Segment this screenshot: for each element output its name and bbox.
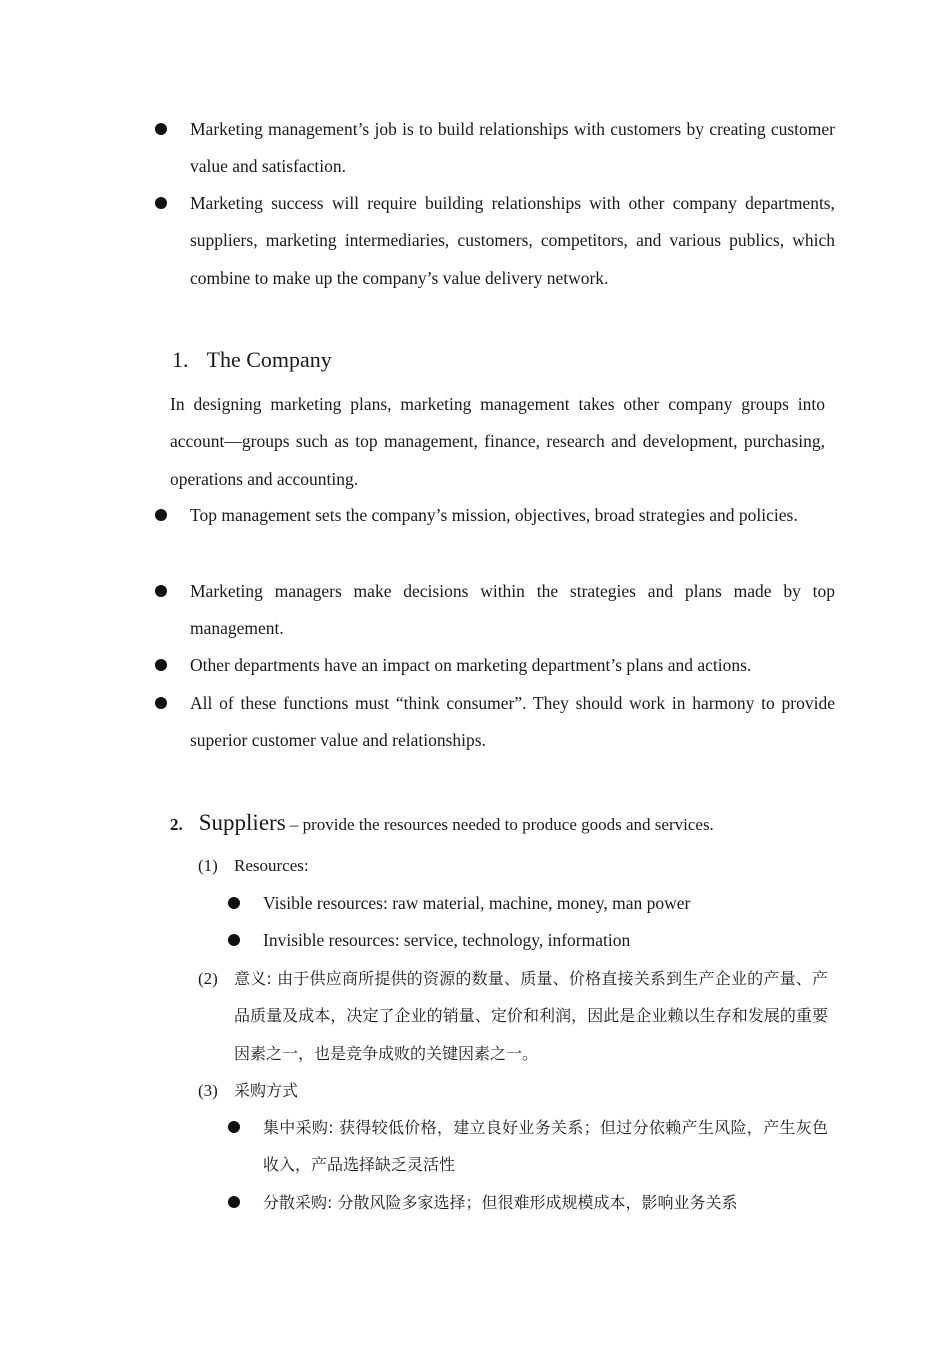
numbered-item [198,960,828,1072]
bullet-item [228,922,828,959]
bullet-text: Marketing success will require building relationships with other company departments, suppliers, marketing intermediaries, customers, competitors, and various publics, which combine to make up the company’s value delivery network. [190,193,835,288]
section-paragraph: In designing marketing plans, marketing management takes other company groups into account—groups such as top management, finance, research and development, purchasing, operations and accounting. [170,394,825,489]
item-label: 意义: 由于供应商所提供的资源的数量、质量、价格直接关系到生产企业的产量、产品质量及成本，决定了企业的销量、定价和利润，因此是企业赖以生存和发展的重要因素之一，也是竞争成败的关键因素之一。 [234,969,828,1063]
section-number: 1. [172,347,189,372]
section-description: – provide the resources needed to produce goods and services. [289,815,714,834]
bullet-item [228,885,828,922]
bullet-item [155,647,835,684]
bullet-item [155,185,835,297]
section-title: The Company [206,347,332,372]
bullet-dot-icon [155,509,167,521]
bullet-text: Marketing managers make decisions within the strategies and plans made by top management. [190,581,835,639]
bullet-item [155,573,835,648]
bullet-dot-icon [155,697,167,709]
bullet-dot-icon [228,1196,240,1208]
section-title: Suppliers [198,810,286,835]
bullet-dot-icon [155,197,167,209]
bullet-text: 集中采购: 获得较低价格，建立良好业务关系；但过分依赖产生风险，产生灰色收入，产品选择缺乏灵活性 [263,1118,828,1175]
bullet-dot-icon [228,934,240,946]
bullet-item [228,1109,828,1184]
bullet-text: All of these functions must “think consumer”. They should work in harmony to provide superior customer value and relationships. [190,693,835,751]
section-heading-suppliers [170,806,714,842]
item-number: (3) [198,1081,218,1100]
bullet-text: Top management sets the company’s mission, objectives, broad strategies and policies. [190,505,798,525]
bullet-item [155,111,835,186]
bullet-text: Marketing management’s job is to build relationships with customers by creating customer value and satisfaction. [190,119,835,177]
bullet-dot-icon [155,123,167,135]
numbered-item [198,847,828,884]
item-number: (1) [198,856,218,875]
bullet-text: Visible resources: raw material, machine, money, man power [263,893,691,913]
bullet-text: Other departments have an impact on marketing department’s plans and actions. [190,655,752,675]
bullet-dot-icon [228,897,240,909]
bullet-text: Invisible resources: service, technology, information [263,930,631,950]
item-number: (2) [198,969,218,988]
bullet-item [228,1184,828,1221]
bullet-dot-icon [228,1121,240,1133]
bullet-dot-icon [155,659,167,671]
section-heading-company [172,344,332,376]
bullet-item [155,685,835,760]
bullet-dot-icon [155,585,167,597]
item-label: 采购方式 [234,1081,299,1100]
section-number: 2. [170,815,183,834]
numbered-item [198,1072,828,1109]
item-label: Resources: [234,856,309,875]
bullet-text: 分散采购: 分散风险多家选择；但很难形成规模成本，影响业务关系 [263,1193,738,1212]
bullet-item [155,497,835,534]
